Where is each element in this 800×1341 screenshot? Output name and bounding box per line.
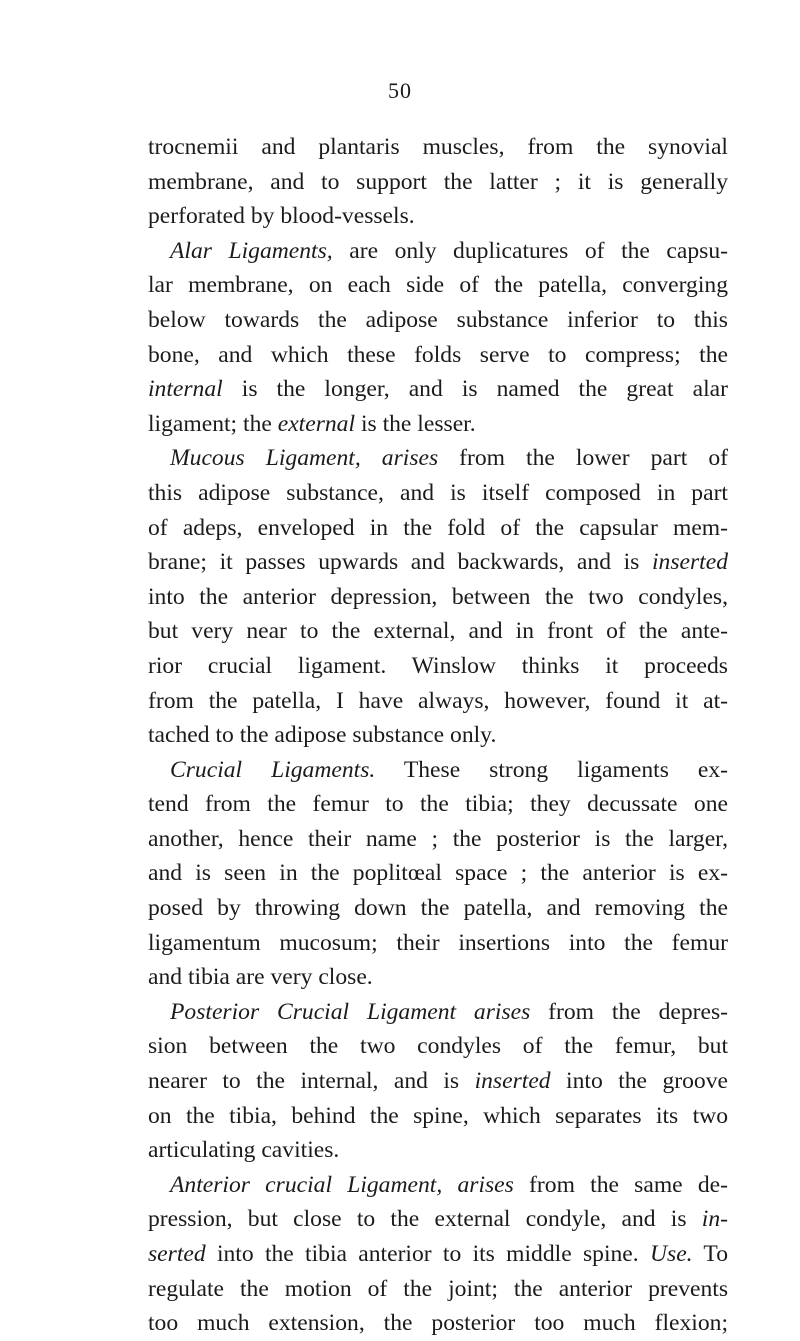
italic-text: Use. <box>649 1241 693 1267</box>
text-segment: bone, and which these folds serve to compress; the <box>148 341 728 368</box>
text-segment: are only duplicatures of the capsu- <box>332 237 729 264</box>
text-line <box>148 165 728 200</box>
text-segment: below towards the adipose substance inferior to this <box>148 306 728 333</box>
text-segment: These strong ligaments ex- <box>375 756 728 783</box>
text-line <box>148 268 728 303</box>
text-line <box>148 1202 728 1237</box>
text-line <box>148 891 728 926</box>
text-line <box>148 787 728 822</box>
text-line <box>148 856 728 891</box>
text-segment: too much extension, the posterior too much flexion; <box>148 1310 728 1337</box>
italic-text: Crucial Ligaments. <box>170 756 376 783</box>
italic-text: inserted <box>474 1068 551 1095</box>
italic-text: Mucous Ligament, <box>170 445 361 472</box>
text-line <box>148 1306 728 1341</box>
text-line <box>148 995 728 1030</box>
text-segment: from the depres- <box>530 998 729 1025</box>
text-segment: is the lesser. <box>355 410 476 437</box>
text-segment: articulating cavities. <box>148 1137 340 1164</box>
text-segment: sion between the two condyles of the femur, but <box>148 1033 728 1060</box>
text-line <box>148 511 728 546</box>
text-segment: and is seen in the poplitœal space ; the anterior is ex- <box>148 860 728 887</box>
text-segment: perforated by blood-vessels. <box>148 203 415 230</box>
text-line <box>148 649 728 684</box>
text-segment: of adeps, enveloped in the fold of the capsular mem- <box>148 514 728 541</box>
text-segment: pression, but close to the external condyle, and is <box>148 1206 702 1233</box>
page-number: 50 <box>388 78 412 103</box>
text-segment: lar membrane, on each side of the patella, converging <box>148 272 728 299</box>
text-line <box>148 234 728 269</box>
text-line <box>148 130 728 165</box>
text-segment: into the tibia anterior to its middle spine. <box>205 1241 650 1267</box>
text-line <box>148 614 728 649</box>
text-line <box>148 1064 728 1099</box>
text-segment: trocnemii and plantaris muscles, from the synovial <box>148 134 728 160</box>
text-segment: from the same de- <box>513 1171 728 1198</box>
text-line <box>148 718 728 753</box>
text-segment: tached to the adipose substance only. <box>148 722 497 749</box>
text-segment: tend from the femur to the tibia; they decussate one <box>148 791 728 818</box>
italic-text: external <box>277 410 356 437</box>
text-line <box>148 1168 728 1203</box>
italic-text: in- <box>701 1206 728 1233</box>
italic-text: inserted <box>651 549 728 576</box>
text-line <box>148 407 728 442</box>
text-line <box>148 1099 728 1134</box>
text-line <box>148 545 728 580</box>
body-text <box>148 130 728 1341</box>
text-line <box>148 1272 728 1307</box>
text-segment: posed by throwing down the patella, and removing the <box>148 895 728 922</box>
text-line <box>148 1133 728 1168</box>
text-segment: membrane, and to support the latter ; it is generally <box>148 168 728 195</box>
text-line <box>148 476 728 511</box>
text-segment: rior crucial ligament. Winslow thinks it proceeds <box>148 652 728 679</box>
text-segment: into the groove <box>550 1068 728 1095</box>
text-segment: is the longer, and is named the great alar <box>222 376 728 403</box>
text-segment <box>361 445 382 471</box>
text-line <box>148 580 728 615</box>
italic-text: Anterior crucial Ligament, <box>170 1171 443 1198</box>
italic-text: Alar Ligaments, <box>170 237 333 264</box>
text-line <box>148 199 728 234</box>
text-line <box>148 926 728 961</box>
text-line <box>148 822 728 857</box>
text-segment: regulate the motion of the joint; the anterior prevents <box>148 1275 728 1302</box>
text-segment: into the anterior depression, between the two condyles, <box>148 583 728 610</box>
text-segment: brane; it passes upwards and backwards, and is <box>148 549 652 576</box>
text-line <box>148 441 728 476</box>
italic-text: Posterior Crucial Ligament arises <box>170 998 531 1025</box>
text-segment: nearer to the internal, and is <box>148 1068 475 1095</box>
text-segment: from the patella, I have always, however, found it at- <box>148 687 728 714</box>
italic-text: arises <box>381 445 439 472</box>
text-line <box>148 303 728 338</box>
text-line <box>148 338 728 373</box>
text-line <box>148 684 728 719</box>
text-segment: but very near to the external, and in front of the ante- <box>148 618 728 645</box>
text-line <box>148 960 728 995</box>
text-segment: To <box>692 1241 728 1267</box>
text-segment: another, hence their name ; the posterior is the larger, <box>148 825 728 852</box>
text-line <box>148 372 728 407</box>
text-line <box>148 1237 728 1272</box>
text-line <box>148 753 728 788</box>
text-segment: this adipose substance, and is itself composed in part <box>148 479 728 506</box>
text-segment: from the lower part of <box>438 445 728 472</box>
italic-text: arises <box>457 1171 514 1198</box>
italic-text: internal <box>148 376 223 403</box>
text-line <box>148 1029 728 1064</box>
text-segment <box>442 1172 457 1198</box>
text-segment: ligament; the <box>148 410 278 437</box>
italic-text: serted <box>148 1241 206 1267</box>
text-segment: and tibia are very close. <box>148 964 373 991</box>
text-segment: on the tibia, behind the spine, which separates its two <box>148 1102 728 1129</box>
text-segment: ligamentum mucosum; their insertions into the femur <box>148 929 728 956</box>
